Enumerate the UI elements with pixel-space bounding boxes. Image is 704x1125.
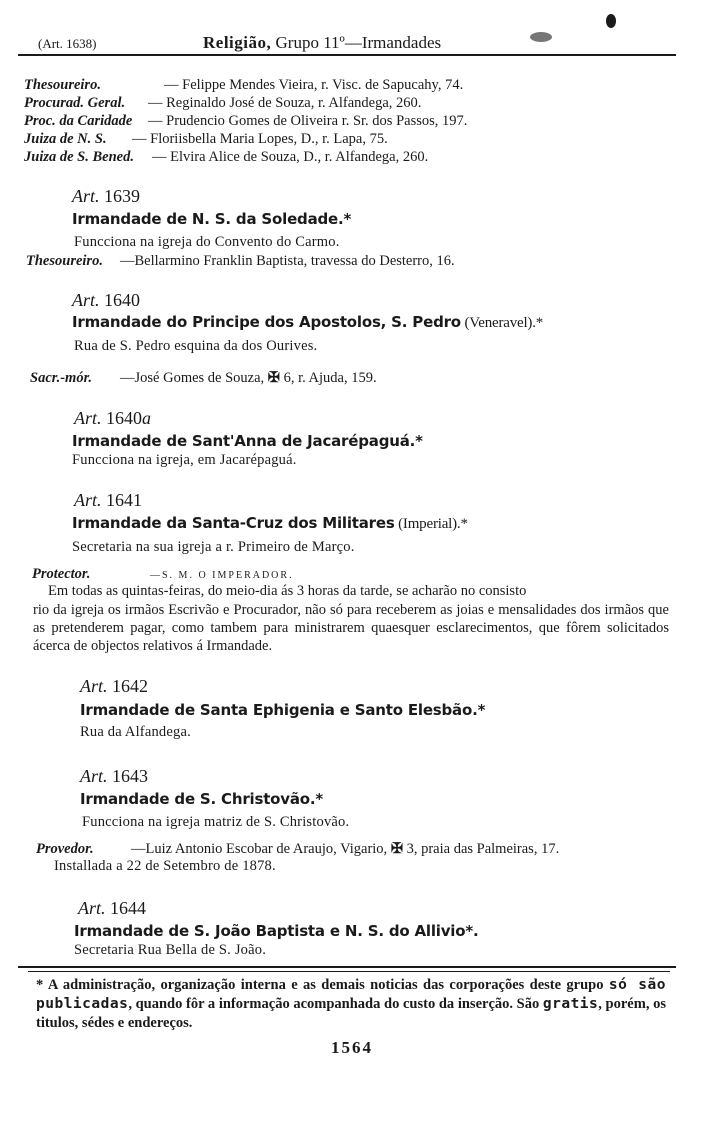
officer-name: — Prudencio Gomes de Oliveira r. Sr. dos Passos, 197.: [148, 113, 468, 129]
article-location: Funcciona na igreja, em Jacarépaguá.: [72, 452, 297, 468]
article-location: Funcciona na igreja do Convento do Carmo.: [74, 234, 340, 250]
article-title: Irmandade do Principe dos Apostolos, S. Pedro (Veneravel).*: [72, 313, 544, 331]
officer-line: [24, 112, 467, 130]
article-number: Art. 1641: [74, 490, 143, 510]
cross-symbol: ✠: [390, 841, 403, 857]
header-article-ref: (Art. 1638): [38, 36, 97, 51]
paragraph: rio da igreja os irmãos Escrivão e Procurador, não só para receberem as joias e mensalidades dos irmãos que as pretenderem pagar, como tambem para ministrarem quaesquer esclarecimentos, que fôrem solicitados ácerca de objectos relativos á Irmandade.: [33, 602, 669, 654]
officer-role: Provedor.: [36, 841, 94, 857]
officer-role: Protector.: [32, 566, 91, 582]
officer-role: Juiza de S. Bened.: [24, 149, 134, 165]
officer-role: Thesoureiro.: [24, 77, 101, 93]
running-header: [18, 30, 692, 56]
header-title: [203, 33, 441, 53]
article-title: Irmandade da Santa-Cruz dos Militares (Imperial).*: [72, 514, 468, 532]
ink-blot: [606, 14, 616, 28]
header-title-bold: Religião,: [203, 33, 272, 52]
article-title: Irmandade de Santa Ephigenia e Santo Elesbão.*: [80, 701, 486, 719]
officer-name: — Floriisbella Maria Lopes, D., r. Lapa, 75.: [132, 131, 388, 147]
article-location: Secretaria Rua Bella de S. João.: [74, 942, 267, 958]
officer-role: Proc. da Caridade: [24, 113, 133, 129]
officer-name: —Bellarmino Franklin Baptista, travessa do Desterro, 16.: [120, 253, 455, 269]
officer-line: [32, 565, 294, 585]
officer-name: — Felippe Mendes Vieira, r. Visc. de Sapucahy, 74.: [164, 77, 464, 93]
installation-date: Installada a 22 de Setembro de 1878.: [54, 858, 276, 874]
officer-line: [24, 148, 428, 166]
officer-name: — Elvira Alice de Souza, D., r. Alfandega, 260.: [152, 149, 429, 165]
footnote-rule-thin: [28, 971, 670, 972]
footnote-emphasis: gratis: [542, 996, 599, 1012]
article-location: Rua da Alfandega.: [80, 724, 191, 740]
officer-line: [24, 130, 388, 148]
footnote: * A administração, organização interna e as demais noticias das corporações deste grupo só são publicadas, quando fôr a informação acompanhada do custo da inserção. São gratis, porém, os titulos, sédes e endereços.: [36, 977, 666, 1031]
paragraph-first-line: Em todas as quintas-feiras, do meio-dia ás 3 horas da tarde, se acharão no consisto: [48, 583, 527, 599]
officer-role: Thesoureiro.: [26, 253, 103, 269]
officer-line: [24, 94, 421, 112]
officer-line: [24, 76, 463, 94]
header-rule: [18, 54, 676, 56]
page-number: 1564: [331, 1038, 373, 1057]
article-number: Art. 1644: [78, 898, 147, 918]
article-title: Irmandade de N. S. da Soledade.*: [72, 210, 352, 228]
article-title: Irmandade de Sant'Anna de Jacarépaguá.*: [72, 432, 423, 450]
article-location: Rua de S. Pedro esquina da dos Ourives.: [74, 338, 318, 354]
officer-name: —S. M. O IMPERADOR.: [150, 570, 294, 581]
footnote-rule: [18, 966, 676, 968]
officer-role: Sacr.-mór.: [30, 370, 93, 386]
article-location: Funcciona na igreja matriz de S. Christovão.: [82, 814, 350, 830]
article-number: Art. 1643: [80, 766, 149, 786]
cross-symbol: ✠: [267, 370, 280, 386]
officer-role: Juiza de N. S.: [24, 131, 107, 147]
article-location: Secretaria na sua igreja a r. Primeiro de Março.: [72, 539, 355, 555]
officer-name: — Reginaldo José de Souza, r. Alfandega, 260.: [148, 95, 422, 111]
article-number: Art. 1642: [80, 676, 149, 696]
footnote-emphasis: só são publicadas: [36, 977, 666, 1012]
article-title: Irmandade de S. Christovão.*: [80, 790, 324, 808]
header-title-rest: Grupo 11º—Irmandades: [271, 33, 442, 52]
ink-blot: [530, 32, 552, 42]
article-number: Art. 1640: [72, 290, 141, 310]
officer-role: Procurad. Geral.: [24, 95, 126, 111]
article-title: Irmandade de S. João Baptista e N. S. do Allivio*.: [74, 922, 479, 940]
officer-line: [26, 252, 455, 270]
article-number: Art. 1639: [72, 186, 141, 206]
officer-line: Sacr.-mór. —José Gomes de Souza, ✠ 6, r. Ajuda, 159.: [30, 370, 377, 386]
officer-line: Provedor. —Luiz Antonio Escobar de Araujo, Vigario, ✠ 3, praia das Palmeiras, 17.: [36, 841, 560, 857]
article-number: Art. 1640a: [74, 408, 152, 428]
